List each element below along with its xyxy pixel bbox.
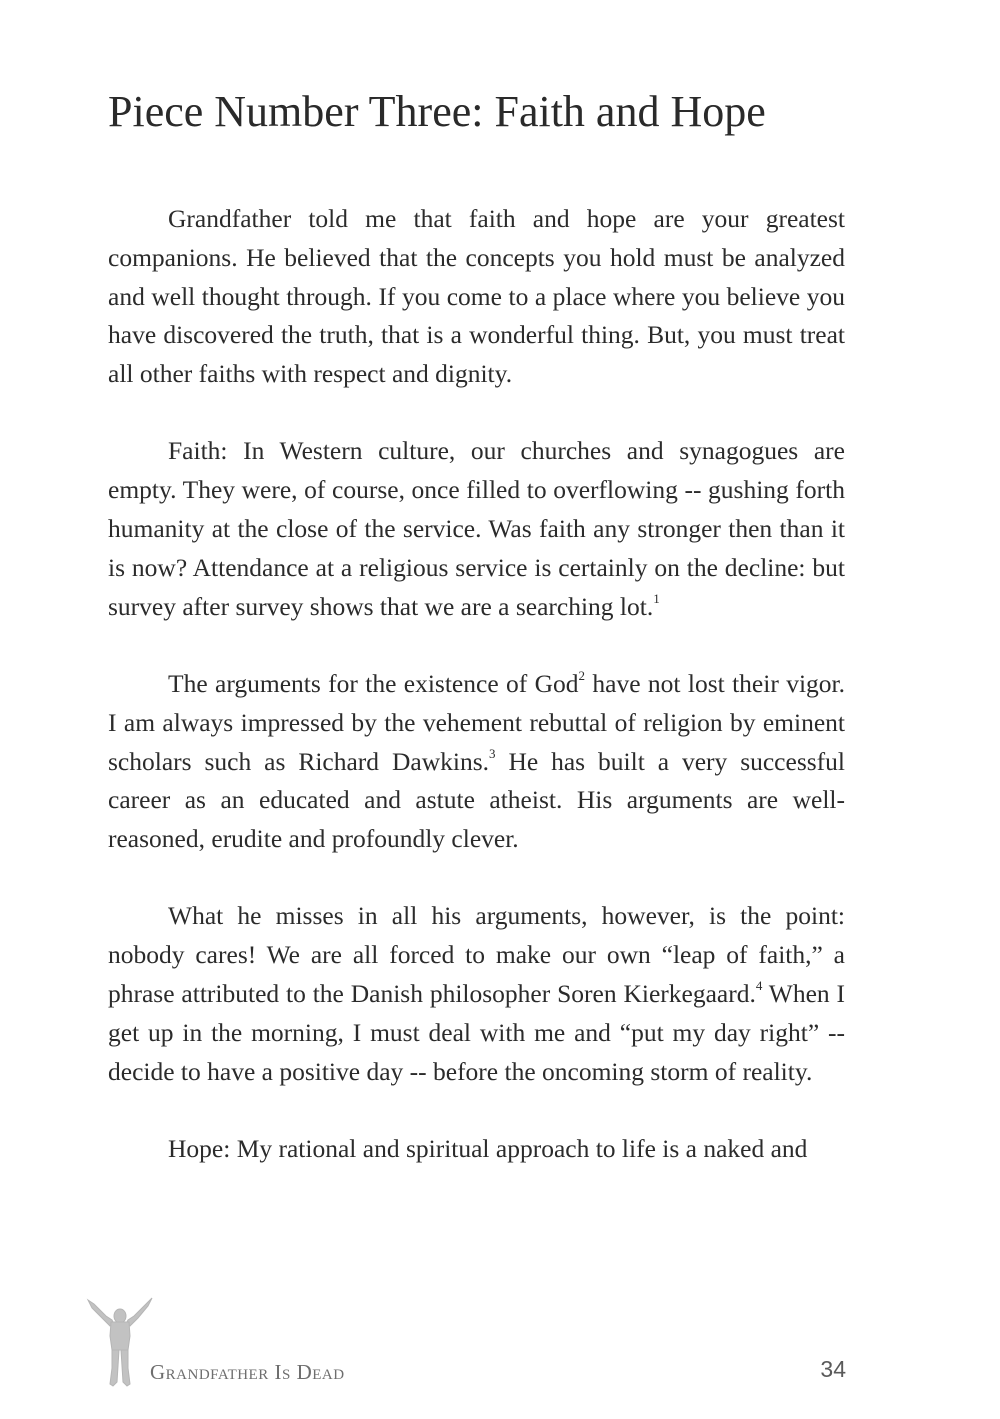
chapter-body — [108, 200, 845, 1207]
footnote-marker-2: 2 — [578, 667, 586, 683]
man-arms-raised-icon — [84, 1296, 156, 1392]
paragraph-text: Grandfather told me that faith and hope are your greatest companions. He believed that the concepts you hold must be analyzed and well thought through. If you come to a place where you believe you have discovered the truth, that is a wonderful thing. But, you must treat all other faiths with respect and dignity. — [108, 204, 845, 389]
paragraph-text: Hope: My rational and spiritual approach to life is a naked and — [168, 1133, 808, 1163]
paragraph-leap-of-faith — [108, 897, 845, 1091]
paragraph-arguments — [108, 665, 845, 859]
chapter-title: Piece Number Three: Faith and Hope — [108, 87, 766, 136]
footnote-marker-4: 4 — [755, 978, 763, 994]
paragraph-faith — [108, 432, 845, 626]
paragraph-text: The arguments for the existence of God — [168, 668, 579, 698]
running-footer-book-title: Grandfather Is Dead — [150, 1360, 345, 1384]
paragraph-text: What he misses in all his arguments, however, is the point: nobody cares! We are all forced to make our own “leap of faith,” a phrase attributed to the Danish philosopher Soren Kierkegaard. — [108, 901, 845, 1009]
paragraph-grandfather — [108, 200, 845, 394]
paragraph-text: have not lost their vigor. I am always impressed by the vehement rebuttal of religion by eminent scholars such as Richard Dawkins. — [108, 668, 845, 776]
page-number: 34 — [820, 1356, 846, 1382]
paragraph-text: He has built a very successful career as an educated and astute atheist. His arguments are well-reasoned, erudite and profoundly clever. — [108, 746, 845, 854]
paragraph-hope — [108, 1130, 845, 1169]
paragraph-text: Faith: In Western culture, our churches and synagogues are empty. They were, of course, once filled to overflowing -- gushing forth humanity at the close of the service. Was faith any stronger then than it is now? Attendance at a religious service is certainly on the decline: but survey after survey shows that we are a searching lot. — [108, 436, 845, 621]
paragraph-text: When I get up in the morning, I must deal with me and “put my day right” -- decide to have a positive day -- before the oncoming storm of reality. — [108, 979, 845, 1086]
footnote-marker-1: 1 — [653, 590, 660, 606]
footnote-marker-3: 3 — [489, 745, 496, 761]
